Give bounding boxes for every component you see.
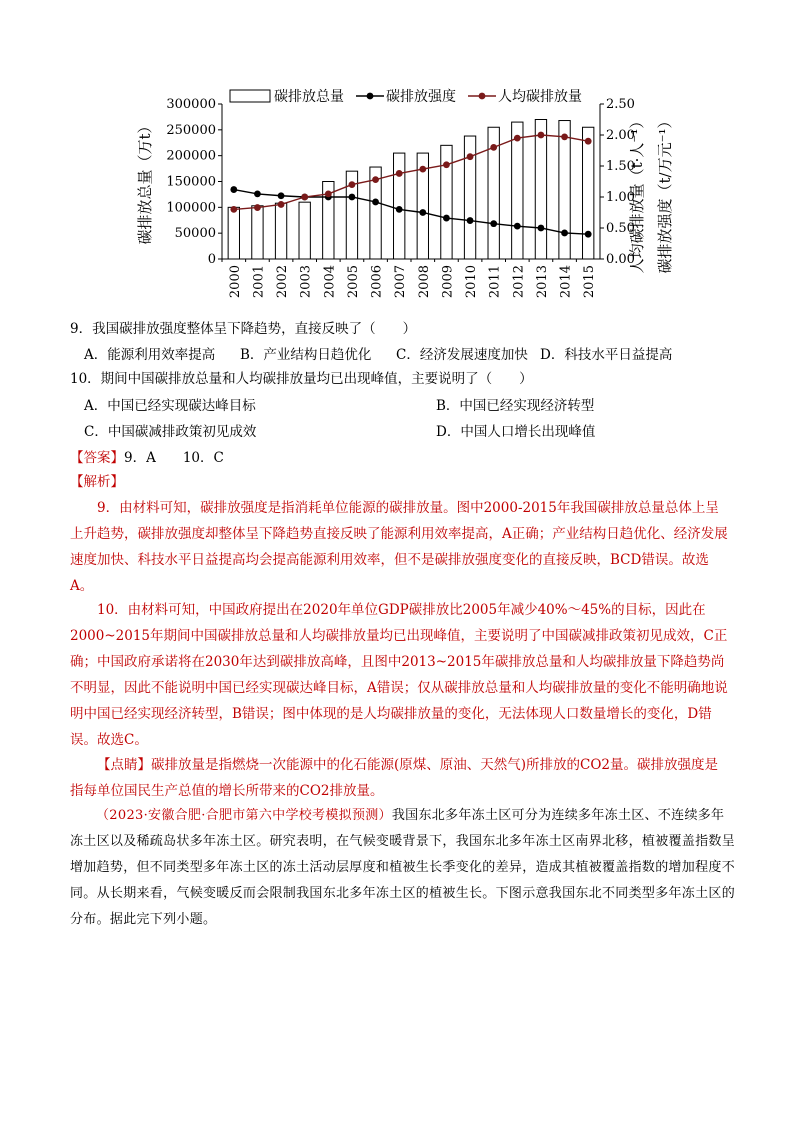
- bar-total-emission: [228, 207, 239, 259]
- y-left-title: 碳排放总量（万t）: [136, 118, 154, 245]
- chart-bars: [228, 120, 594, 260]
- x-tick-label: 2011: [487, 265, 503, 299]
- point-intensity: [585, 231, 592, 238]
- x-tick-label: 2001: [251, 265, 267, 299]
- point-intensity: [443, 215, 450, 222]
- point-per-capita: [443, 161, 450, 168]
- analysis-q10: 10．由材料可知，中国政府提出在2020年单位GDP碳排放比2005年减少40%～45%的目标，因此在2000~2015年期间中国碳排放总量和人均碳排放量均已出现峰值，主要说明了中国碳减排政策初见成效，C正确；中国政府承诺将在2030年达到碳排放高峰，且图中2013~2015年碳排放总量和人均碳排放量下降趋势尚不明显，因此不能说明中国已经实现碳达峰目标，A错误；仅从碳排放总量和人均碳排放量的变化不能明确地说明中国已经实现经济转型，B错误；图中体现的是人均碳排放量的变化，无法体现人口数量增长的变化，D错误。故选C。: [70, 602, 728, 748]
- point-per-capita: [396, 170, 403, 177]
- y-left-tick-label: 300000: [166, 97, 216, 112]
- legend-intensity-label: 碳排放强度: [386, 89, 456, 105]
- point-per-capita: [372, 176, 379, 183]
- point-per-capita: [325, 191, 332, 198]
- q9-option-b[interactable]: B．产业结构日趋优化: [240, 347, 372, 363]
- bar-total-emission: [559, 121, 570, 259]
- x-tick-label: 2000: [227, 265, 243, 299]
- q9-option-c[interactable]: C．经济发展速度加快: [396, 347, 528, 363]
- point-intensity: [514, 223, 521, 230]
- legend-percapita-marker: [479, 93, 486, 100]
- question-9: 9．我国碳排放强度整体呈下降趋势，直接反映了（ ）: [70, 321, 417, 337]
- y-left-tick-label: 100000: [166, 200, 216, 216]
- analysis-tip: 【点睛】碳排放量是指燃烧一次能源中的化石能源(原煤、原油、天然气)所排放的CO2量。碳排放强度是指每单位国民生产总值的增长所带来的CO2排放量。: [70, 757, 719, 799]
- legend-intensity-marker: [367, 93, 374, 100]
- q10-option-a[interactable]: A．中国已经实现碳达峰目标: [84, 398, 256, 414]
- bar-total-emission: [275, 203, 286, 259]
- point-intensity: [372, 199, 379, 206]
- q10-option-c[interactable]: C．中国碳减排政策初见成效: [84, 424, 257, 440]
- q9-option-a[interactable]: A．能源利用效率提高: [84, 347, 216, 363]
- point-per-capita: [538, 132, 545, 139]
- point-per-capita: [490, 144, 497, 151]
- legend-bar-label: 碳排放总量: [274, 89, 344, 105]
- point-per-capita: [561, 133, 568, 140]
- point-per-capita: [349, 181, 356, 188]
- bar-total-emission: [583, 127, 594, 259]
- legend-percapita-label: 人均碳排放量: [498, 89, 582, 105]
- point-per-capita: [254, 204, 261, 211]
- y-right-tick-label: 2.50: [606, 97, 635, 112]
- y-left-tick-label: 50000: [174, 226, 216, 242]
- point-per-capita: [514, 135, 521, 142]
- x-tick-label: 2005: [345, 265, 361, 299]
- chart-legend: [230, 88, 582, 105]
- point-per-capita: [301, 194, 308, 201]
- y-right-tick-label: 0.00: [606, 252, 635, 267]
- x-tick-label: 2008: [416, 265, 432, 299]
- legend-bar-swatch: [230, 90, 270, 102]
- next-material: [70, 803, 735, 933]
- point-per-capita: [467, 153, 474, 160]
- y-right-tick-label: 0.50: [606, 221, 635, 236]
- y-left-tick-label: 0: [207, 252, 216, 267]
- x-tick-label: 2012: [511, 265, 527, 299]
- bar-total-emission: [535, 120, 546, 260]
- answer-text: 9．A 10．C: [124, 450, 224, 466]
- y-right-tick-label: 1.50: [606, 159, 635, 174]
- x-tick-label: 2007: [393, 265, 409, 299]
- x-tick-label: 2006: [369, 265, 385, 299]
- y-right-title-2: 碳排放强度（t/万元⁻¹）: [656, 113, 674, 274]
- point-per-capita: [278, 201, 285, 208]
- point-intensity: [467, 217, 474, 224]
- x-tick-label: 2014: [558, 265, 574, 299]
- point-per-capita: [419, 166, 426, 173]
- question-10: 10．期间中国碳排放总量和人均碳排放量均已出现峰值，主要说明了（ ）: [70, 371, 533, 387]
- material-text: 我国东北多年冻土区可分为连续多年冻土区、不连续多年冻土区以及稀疏岛状多年冻土区。研究表明，在气候变暖背景下，我国东北多年冻土区南界北移，植被覆盖指数呈增加趋势，但不同类型多年冻土区的冻土活动层厚度和植被生长季变化的差异，造成其植被覆盖指数的增加程度不同。从长期来看，气候变暖反而会限制我国东北多年冻土区的植被生长。下图示意我国东北不同类型多年冻土区的分布。据此完下列小题。: [70, 808, 736, 927]
- point-intensity: [561, 230, 568, 237]
- x-tick-label: 2009: [440, 265, 456, 299]
- x-tick-label: 2015: [582, 265, 598, 299]
- y-right-tick-label: 2.00: [606, 128, 635, 143]
- answer-line: [70, 445, 224, 472]
- point-per-capita: [230, 206, 237, 213]
- point-intensity: [278, 192, 285, 199]
- analysis-q9: 9．由材料可知，碳排放强度是指消耗单位能源的碳排放量。图中2000-2015年我国碳排放总量总体上呈上升趋势，碳排放强度却整体呈下降趋势直接反映了能源利用效率提高，A正确；产业结构日趋优化、经济发展速度加快、科技水平日益提高均会提高能源利用效率，但不是碳排放强度变化的直接反映，BCD错误。故选A。: [70, 500, 728, 594]
- q10-option-d[interactable]: D．中国人口增长出现峰值: [436, 424, 596, 440]
- carbon-emission-chart: [130, 86, 690, 316]
- bar-total-emission: [299, 202, 310, 259]
- bar-total-emission: [512, 122, 523, 259]
- y-left-tick-label: 200000: [166, 148, 216, 164]
- y-left-tick-label: 150000: [166, 174, 216, 190]
- bar-total-emission: [252, 206, 263, 259]
- point-intensity: [254, 191, 261, 198]
- analysis-label: 【解析】: [70, 474, 124, 490]
- answer-label: 【答案】: [70, 450, 124, 466]
- y-right-title-1: 人均碳排放量（t·人⁻¹）: [628, 113, 646, 274]
- x-tick-label: 2002: [275, 265, 291, 299]
- point-intensity: [396, 206, 403, 213]
- point-per-capita: [585, 138, 592, 145]
- point-intensity: [230, 186, 237, 193]
- q10-option-b[interactable]: B．中国已经实现经济转型: [436, 398, 595, 414]
- y-right-tick-label: 1.00: [606, 190, 635, 205]
- material-source: （2023·安徽合肥·合肥市第六中学校考模拟预测）: [96, 808, 392, 823]
- x-tick-label: 2004: [322, 265, 338, 299]
- y-left-tick-label: 250000: [166, 122, 216, 138]
- point-intensity: [419, 209, 426, 216]
- x-tick-label: 2013: [534, 265, 550, 299]
- q9-option-d[interactable]: D．科技水平日益提高: [540, 347, 673, 363]
- point-intensity: [490, 220, 497, 227]
- x-tick-label: 2010: [464, 265, 480, 299]
- x-tick-label: 2003: [298, 265, 314, 299]
- point-intensity: [349, 194, 356, 201]
- point-intensity: [538, 225, 545, 232]
